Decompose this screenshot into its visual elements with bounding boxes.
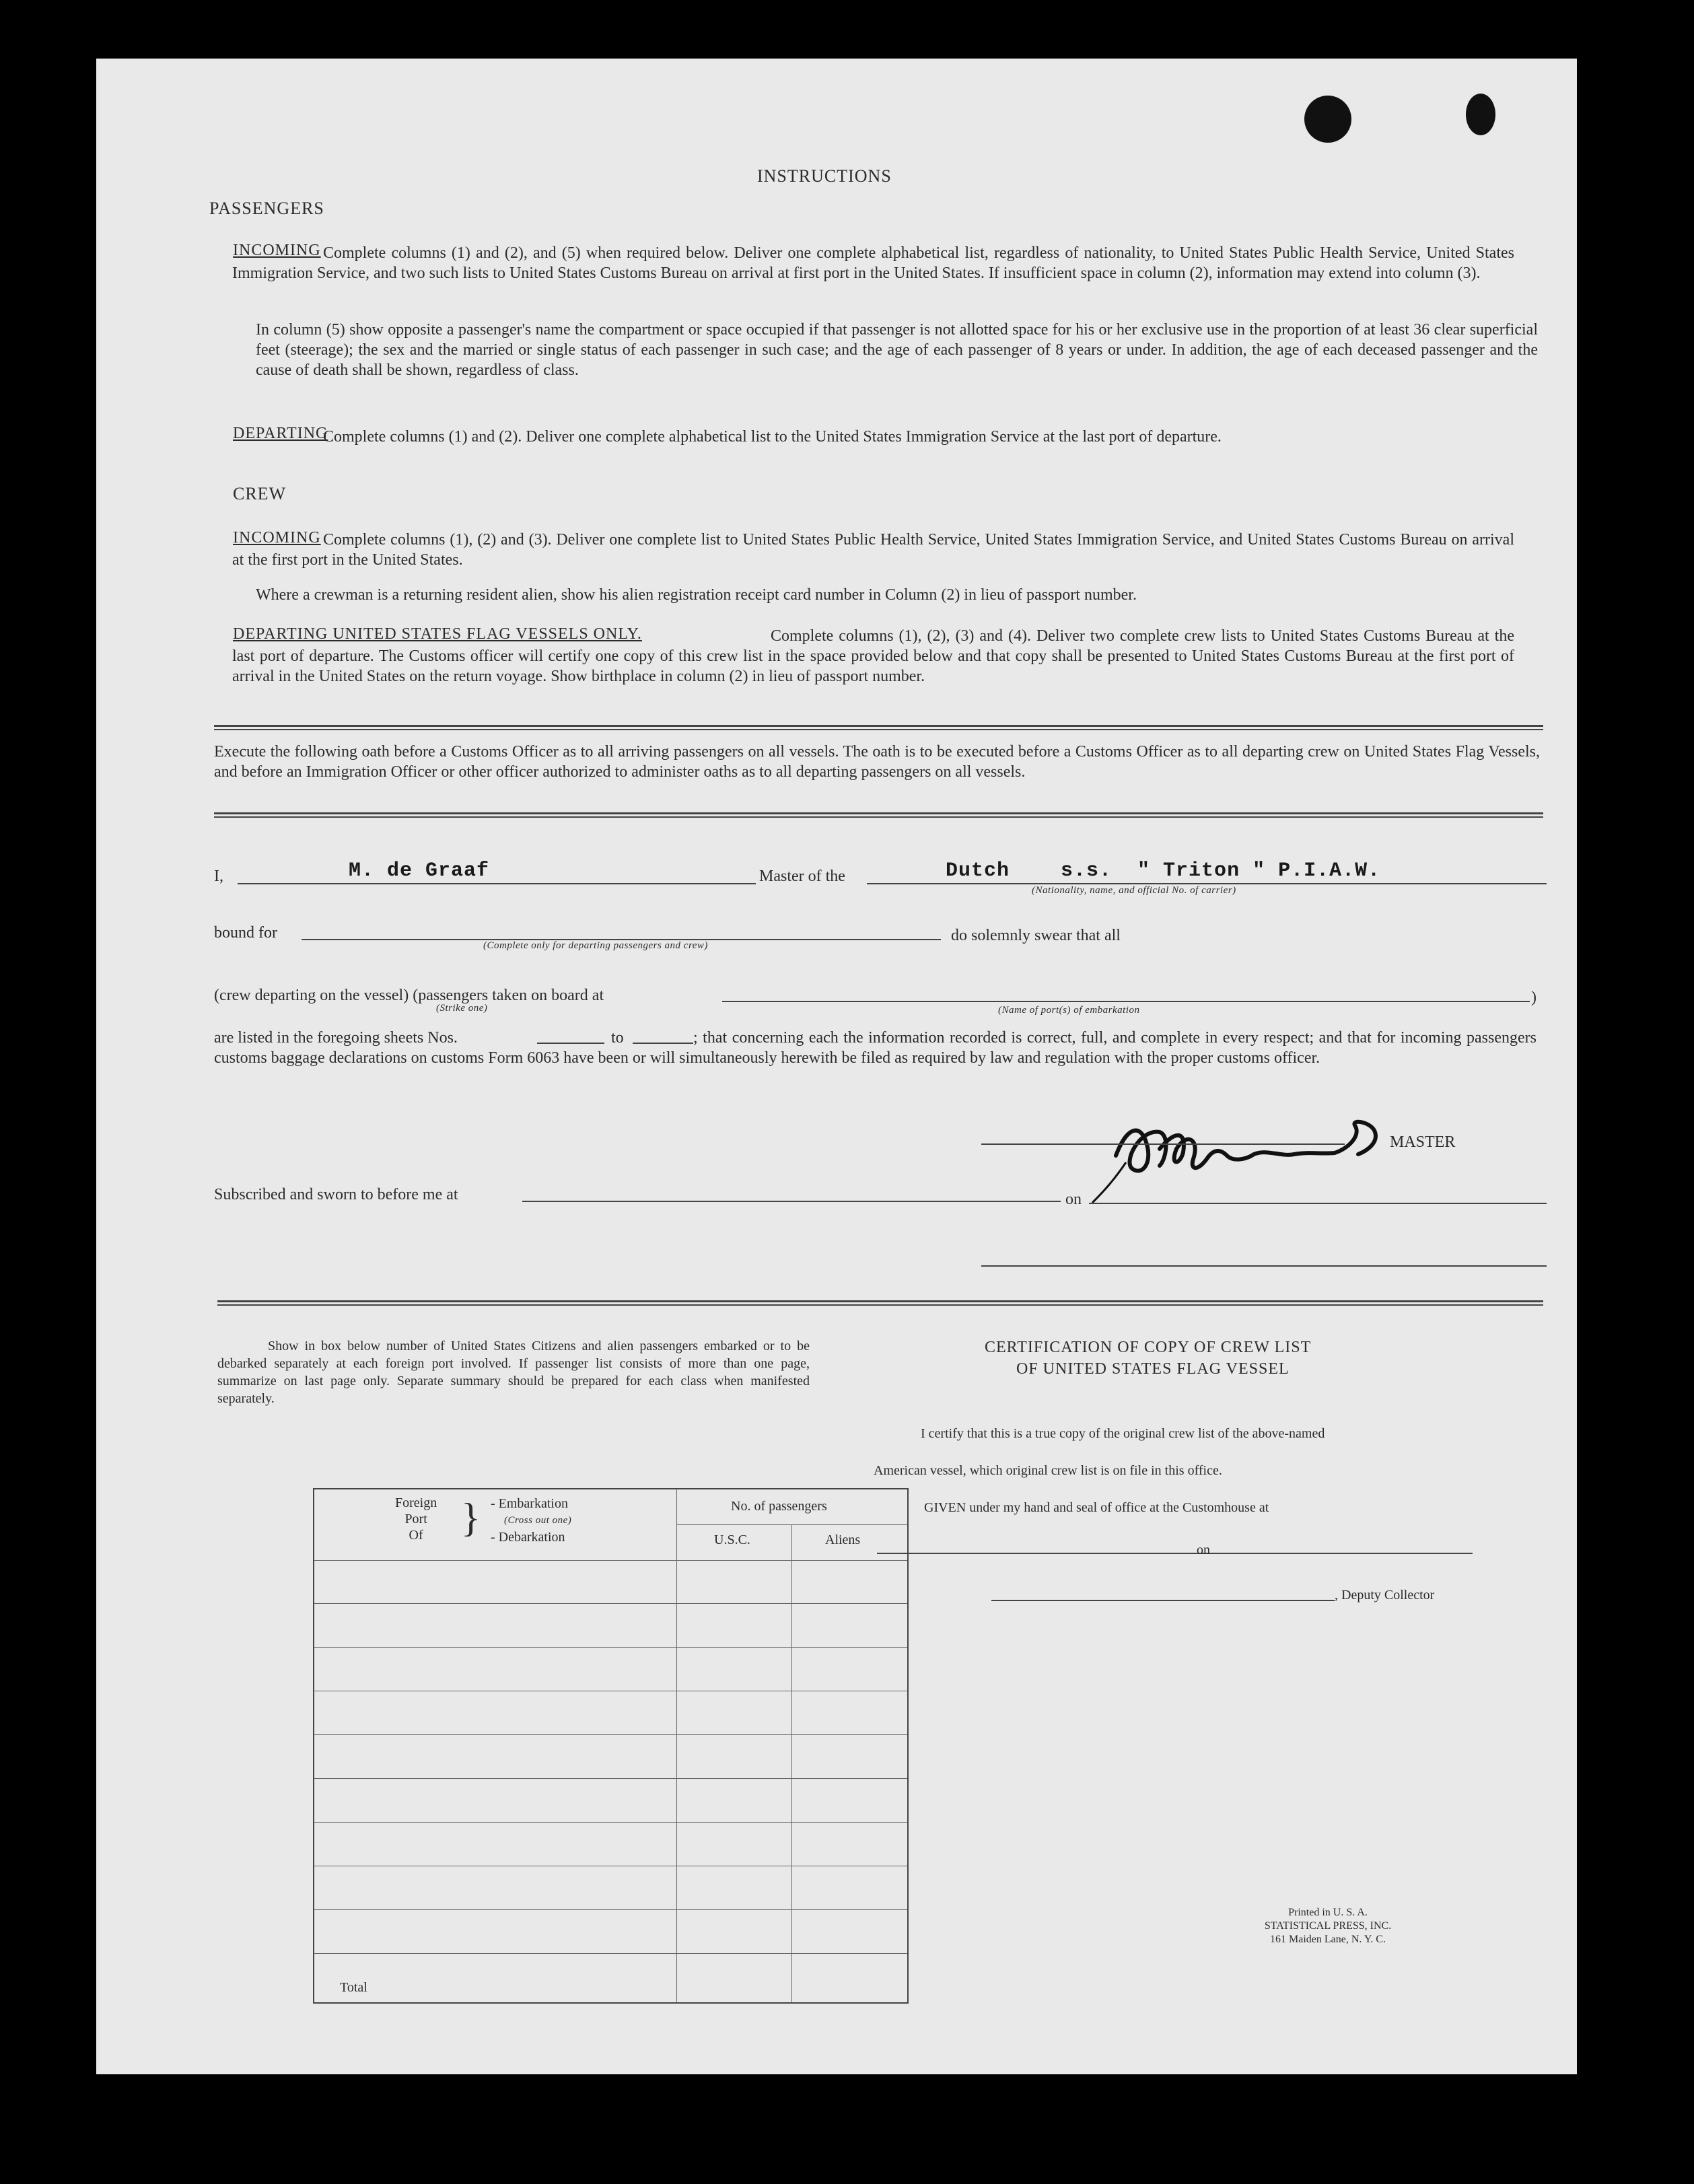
- crew-departing-label: (crew departing on the vessel) (passengers taken on board at: [214, 987, 604, 1004]
- ink-blot: [1466, 94, 1495, 135]
- subscribed-date-line: [1089, 1203, 1547, 1204]
- divider: [214, 816, 1543, 818]
- certification-title-2: OF UNITED STATES FLAG VESSEL: [1016, 1360, 1290, 1378]
- port-cell: [314, 1823, 677, 1866]
- total-label: Total: [340, 1980, 367, 1995]
- divider: [214, 729, 1543, 730]
- flag-vessels-label: DEPARTING UNITED STATES FLAG VESSELS ONLY.: [233, 625, 642, 643]
- usc-cell: [677, 1823, 792, 1866]
- usc-cell: [677, 1560, 792, 1604]
- port-cell: [314, 1648, 677, 1691]
- aliens-cell: [792, 1648, 909, 1691]
- strike-caption: (Strike one): [436, 1003, 488, 1014]
- american-vessel-text: American vessel, which original crew list is on file in this office.: [874, 1463, 1222, 1478]
- i-label: I,: [214, 868, 223, 885]
- instructions-title: INSTRUCTIONS: [757, 166, 892, 186]
- table-row: [314, 1648, 908, 1691]
- master-of-label: Master of the: [759, 868, 845, 885]
- divider: [217, 1300, 1543, 1302]
- port-label: Port: [404, 1512, 427, 1526]
- brace-icon: }: [461, 1495, 481, 1540]
- aliens-cell: [792, 1735, 909, 1779]
- ports-line: [722, 1001, 1530, 1002]
- debarkation-label: - Debarkation: [491, 1530, 565, 1545]
- close-paren: ): [1531, 989, 1537, 1006]
- swear-label: do solemnly swear that all: [951, 927, 1121, 944]
- passengers-departing-label: DEPARTING: [233, 425, 328, 442]
- total-row: [314, 1953, 908, 2003]
- flag-vessels-text: Complete columns (1), (2), (3) and (4). Deliver two complete crew lists to United States Customs Bureau at the last port of departure. The Customs officer will certify one copy of this crew list in the space provided below and that copy shall be presented to United States Customs Bureau at the first port of arrival in the United States on the return voyage. Show birthplace in column (2) in lieu of passport number.: [232, 627, 1514, 685]
- certification-date-line: [1217, 1553, 1473, 1554]
- oath-statement: ; that concerning each the information recorded is correct, full, and complete in every respect; and that for incoming passengers customs baggage declarations on customs Form 6063 have been or will simultaneously herewith be filed as required by law and regulation with the proper customs officer.: [214, 1029, 1537, 1067]
- sheets-to-label: to: [611, 1029, 624, 1047]
- passengers-departing-text: Complete columns (1) and (2). Deliver one complete alphabetical list to the United States Immigration Service at the last port of departure.: [323, 428, 1222, 446]
- crewman-text: Where a crewman is a returning resident alien, show his alien registration receipt card number in Column (2) in lieu of passport number.: [256, 586, 1137, 604]
- port-cell: [314, 1909, 677, 1953]
- table-row: [314, 1823, 908, 1866]
- no-of-passengers-label: No. of passengers: [731, 1499, 827, 1514]
- vessel-caption: (Nationality, name, and official No. of carrier): [1032, 885, 1236, 896]
- subscribed-label: Subscribed and sworn to before me at: [214, 1186, 458, 1203]
- crew-heading: CREW: [233, 484, 287, 503]
- aliens-cell: [792, 1909, 909, 1953]
- master-label: MASTER: [1390, 1133, 1456, 1151]
- port-cell: [314, 1735, 677, 1779]
- total-aliens-cell: [792, 1953, 909, 2003]
- table-row: [314, 1560, 908, 1604]
- passengers-heading: PASSENGERS: [209, 199, 324, 218]
- usc-cell: [677, 1648, 792, 1691]
- total-usc-cell: [677, 1953, 792, 2003]
- oath-intro: Execute the following oath before a Customs Officer as to all arriving passengers on all vessels. The oath is to be executed before a Customs Officer as to all departing crew on United States Flag Vessels, and before an Immigration Officer or other officer authorized to administer oaths as to all departing passengers on all vessels.: [214, 743, 1540, 781]
- usc-cell: [677, 1909, 792, 1953]
- aliens-cell: [792, 1779, 909, 1823]
- usc-cell: [677, 1604, 792, 1648]
- table-row: [314, 1909, 908, 1953]
- port-cell: [314, 1779, 677, 1823]
- master-signature: [1052, 1102, 1483, 1203]
- port-cell: [314, 1560, 677, 1604]
- usc-cell: [677, 1779, 792, 1823]
- master-signature-line: [981, 1143, 1345, 1145]
- aliens-cell: [792, 1823, 909, 1866]
- column5-text: In column (5) show opposite a passenger's name the compartment or space occupied if that passenger is not allotted space for his or her exclusive use in the proportion of at least 36 clear superficial feet (steerage); the sex and the married or single status of each passenger in such case; and the age of each passenger of 8 years or under. In addition, the age of each deceased passenger and the cause of death shall be shown, regardless of class.: [256, 321, 1538, 379]
- certification-on-label: on: [1197, 1543, 1210, 1557]
- ports-caption: (Name of port(s) of embarkation: [998, 1005, 1140, 1016]
- usc-cell: [677, 1691, 792, 1735]
- table-row: [314, 1604, 908, 1648]
- vessel-line: [867, 883, 1547, 884]
- printer-line-1: Printed in U. S. A.: [1288, 1907, 1368, 1918]
- certify-text: I certify that this is a true copy of the original crew list of the above-named: [921, 1426, 1325, 1441]
- sheets-label: are listed in the foregoing sheets Nos.: [214, 1029, 458, 1047]
- cross-out-caption: (Cross out one): [504, 1515, 572, 1526]
- embarkation-label: - Embarkation: [491, 1496, 568, 1511]
- aliens-cell: [792, 1560, 909, 1604]
- table-row: [314, 1866, 908, 1910]
- table-row: [314, 1779, 908, 1823]
- printer-line-2: STATISTICAL PRESS, INC.: [1264, 1920, 1392, 1932]
- usc-cell: [677, 1735, 792, 1779]
- bound-for-caption: (Complete only for departing passengers and crew): [483, 940, 708, 951]
- crew-incoming-label: INCOMING: [233, 529, 321, 547]
- passengers-header-cell: [677, 1489, 909, 1560]
- port-cell: [314, 1691, 677, 1735]
- passengers-incoming-text: Complete columns (1) and (2), and (5) when required below. Deliver one complete alphabetical list, regardless of nationality, to United States Public Health Service, United States Immigration Service, and two such lists to United States Customs Bureau on arrival at first port in the United States. If insufficient space in column (2), information may extend into column (3).: [232, 244, 1514, 282]
- divider: [214, 725, 1543, 727]
- ink-blot: [1304, 96, 1351, 143]
- deputy-collector-label: , Deputy Collector: [1335, 1588, 1435, 1602]
- aliens-label: Aliens: [825, 1533, 861, 1547]
- foreign-label: Foreign: [395, 1495, 437, 1510]
- subscribed-on-label: on: [1065, 1191, 1082, 1208]
- total-label-cell: [314, 1953, 677, 2003]
- certification-title-1: CERTIFICATION OF COPY OF CREW LIST: [985, 1339, 1312, 1356]
- usc-aliens-rule: [791, 1524, 792, 1560]
- passenger-summary-table: [313, 1488, 909, 2004]
- master-name: M. de Graaf: [349, 859, 490, 882]
- table-row: [314, 1735, 908, 1779]
- table-row: [314, 1691, 908, 1735]
- form-page: [96, 59, 1577, 2074]
- aliens-cell: [792, 1604, 909, 1648]
- vessel-name: Dutch s.s. " Triton " P.I.A.W.: [946, 859, 1381, 882]
- bound-for-label: bound for: [214, 924, 277, 942]
- port-header-cell: [314, 1489, 677, 1560]
- master-name-line: [238, 883, 756, 884]
- deputy-collector-line: [991, 1600, 1335, 1601]
- aliens-cell: [792, 1866, 909, 1910]
- summary-intro: Show in box below number of United States Citizens and alien passengers embarked or to be debarked separately at each foreign port involved. If passenger list consists of more than one page, summarize on last page only. Separate summary should be prepared for each class when manifested separately.: [217, 1339, 810, 1406]
- of-label: Of: [409, 1528, 423, 1543]
- aliens-cell: [792, 1691, 909, 1735]
- divider: [214, 812, 1543, 814]
- port-cell: [314, 1604, 677, 1648]
- given-text: GIVEN under my hand and seal of office at the Customhouse at: [924, 1500, 1269, 1515]
- divider: [217, 1304, 1543, 1306]
- crew-incoming-text: Complete columns (1), (2) and (3). Deliver one complete list to United States Public Health Service, United States Immigration Service, and United States Customs Bureau on arrival at the first port in the United States.: [232, 531, 1514, 569]
- port-cell: [314, 1866, 677, 1910]
- foreign-port-of-label: [395, 1495, 437, 1543]
- usc-label: U.S.C.: [714, 1533, 750, 1547]
- official-signature-line: [981, 1265, 1547, 1267]
- passengers-incoming-label: INCOMING: [233, 242, 321, 259]
- printer-imprint: [1247, 1906, 1409, 1946]
- usc-cell: [677, 1866, 792, 1910]
- subscribed-place-line: [522, 1201, 1061, 1202]
- printer-line-3: 161 Maiden Lane, N. Y. C.: [1270, 1934, 1386, 1945]
- subheader-rule: [677, 1524, 907, 1525]
